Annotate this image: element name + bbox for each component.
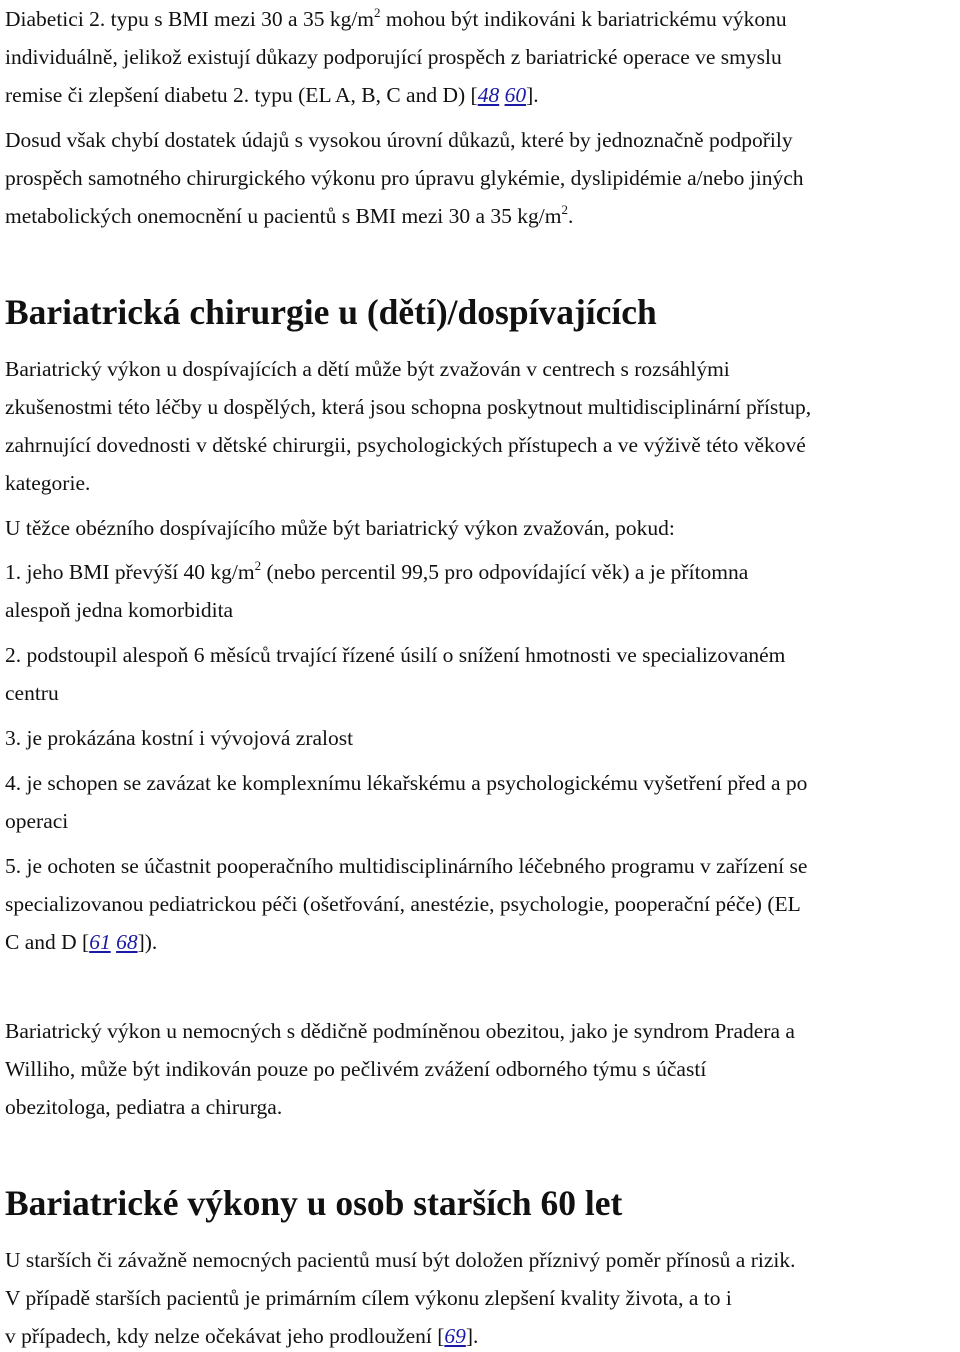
text-run: 3. je prokázána kostní i vývojová zralost	[5, 726, 354, 750]
superscript: 2	[254, 558, 262, 573]
text-line	[5, 432, 806, 458]
text-run: Diabetici 2. typu s BMI mezi 30 a 35 kg/m	[5, 7, 375, 31]
text-run: alespoň jedna komorbidita	[5, 598, 234, 622]
list-item	[5, 853, 807, 879]
text-line	[5, 470, 90, 496]
text-run: ].	[465, 1324, 479, 1348]
text-run: (nebo percentil 99,5 pro odpovídající věk) a je přítomna	[261, 560, 749, 584]
list-item	[5, 770, 807, 796]
text-line	[5, 82, 539, 108]
text-line	[5, 6, 787, 32]
text-line	[5, 1094, 282, 1120]
text-line	[5, 1247, 795, 1273]
text-run: mohou být indikováni k bariatrickému výkonu	[380, 7, 787, 31]
citation-link[interactable]: 68	[116, 930, 138, 954]
list-item-continuation	[5, 680, 59, 706]
text-line	[5, 1056, 706, 1082]
text-run: specializovanou pediatrickou péči (ošetřování, anestézie, psychologie, pooperační péče) (EL	[5, 892, 801, 916]
text-run: 5. je ochoten se účastnit pooperačního multidisciplinárního léčebného programu v zařízení se	[5, 854, 808, 878]
list-item	[5, 642, 785, 668]
text-run: Bariatrický výkon u dospívajících a dětí může být zvažován v centrech s rozsáhlými	[5, 357, 730, 381]
text-line	[5, 203, 573, 229]
text-run: kategorie.	[5, 471, 91, 495]
superscript: 2	[561, 202, 568, 217]
list-item-continuation	[5, 929, 157, 955]
text-run: 4. je schopen se zavázat ke komplexnímu lékařskému a psychologickému vyšetření před a po	[5, 771, 808, 795]
citation-link[interactable]: 61	[89, 930, 111, 954]
text-run: zahrnující dovednosti v dětské chirurgii, psychologických přístupech a ve výživě této věkové	[5, 433, 806, 457]
text-run: U starších či závažně nemocných pacientů musí být doložen příznivý poměr přínosů a rizik.	[5, 1248, 796, 1272]
list-item	[5, 559, 748, 585]
text-run: Bariatrický výkon u nemocných s dědičně podmíněnou obezitou, jako je syndrom Pradera a	[5, 1019, 795, 1043]
text-run: prospěch samotného chirurgického výkonu pro úpravu glykémie, dyslipidémie a/nebo jiných	[5, 166, 804, 190]
text-line	[5, 394, 811, 420]
text-line	[5, 356, 730, 382]
list-item-continuation	[5, 597, 233, 623]
text-run: obezitologa, pediatra a chirurga.	[5, 1095, 283, 1119]
text-run: ]).	[137, 930, 158, 954]
text-run: .	[567, 204, 574, 228]
text-run: 2. podstoupil alespoň 6 měsíců trvající řízené úsilí o snížení hmotnosti ve specializovaném	[5, 643, 786, 667]
text-run: 1. jeho BMI převýší 40 kg/m	[5, 560, 255, 584]
citation-link[interactable]: 48	[477, 83, 500, 107]
text-run: Dosud však chybí dostatek údajů s vysokou úrovní důkazů, které by jednoznačně podpořily	[5, 128, 793, 152]
text-line	[5, 44, 782, 70]
citation-link[interactable]: 69	[444, 1324, 466, 1348]
text-line	[5, 1285, 732, 1311]
text-line	[5, 1323, 478, 1349]
section-heading-elderly: Bariatrické výkony u osob starších 60 let	[5, 1183, 623, 1223]
superscript: 2	[374, 5, 381, 20]
text-run: remise či zlepšení diabetu 2. typu (EL A, B, C and D) [	[5, 83, 478, 107]
text-run: v případech, kdy nelze očekávat jeho prodloužení [	[5, 1324, 445, 1348]
text-run: centru	[5, 681, 59, 705]
section-heading-adolescents: Bariatrická chirurgie u (dětí)/dospívajících	[5, 292, 657, 332]
list-item	[5, 725, 353, 751]
list-item-continuation	[5, 891, 801, 917]
text-run: zkušenostmi této léčby u dospělých, která jsou schopna poskytnout multidisciplinární přístup,	[5, 395, 812, 419]
text-run: V případě starších pacientů je primárním cílem výkonu zlepšení kvality života, a to i	[5, 1286, 732, 1310]
list-item-continuation	[5, 808, 68, 834]
text-run: metabolických onemocnění u pacientů s BMI mezi 30 a 35 kg/m	[5, 204, 562, 228]
text-run: operaci	[5, 809, 69, 833]
text-run: C and D [	[5, 930, 90, 954]
text-line	[5, 515, 675, 541]
text-run: ].	[526, 83, 539, 107]
text-run: Williho, může být indikován pouze po pečlivém zvážení odborného týmu s účastí	[5, 1057, 707, 1081]
text-line	[5, 1018, 795, 1044]
text-run: U těžce obézního dospívajícího může být bariatrický výkon zvažován, pokud:	[5, 516, 675, 540]
text-run: individuálně, jelikož existují důkazy podporující prospěch z bariatrické operace ve smyslu	[5, 45, 782, 69]
text-line	[5, 127, 793, 153]
text-line	[5, 165, 804, 191]
citation-link[interactable]: 60	[504, 83, 527, 107]
